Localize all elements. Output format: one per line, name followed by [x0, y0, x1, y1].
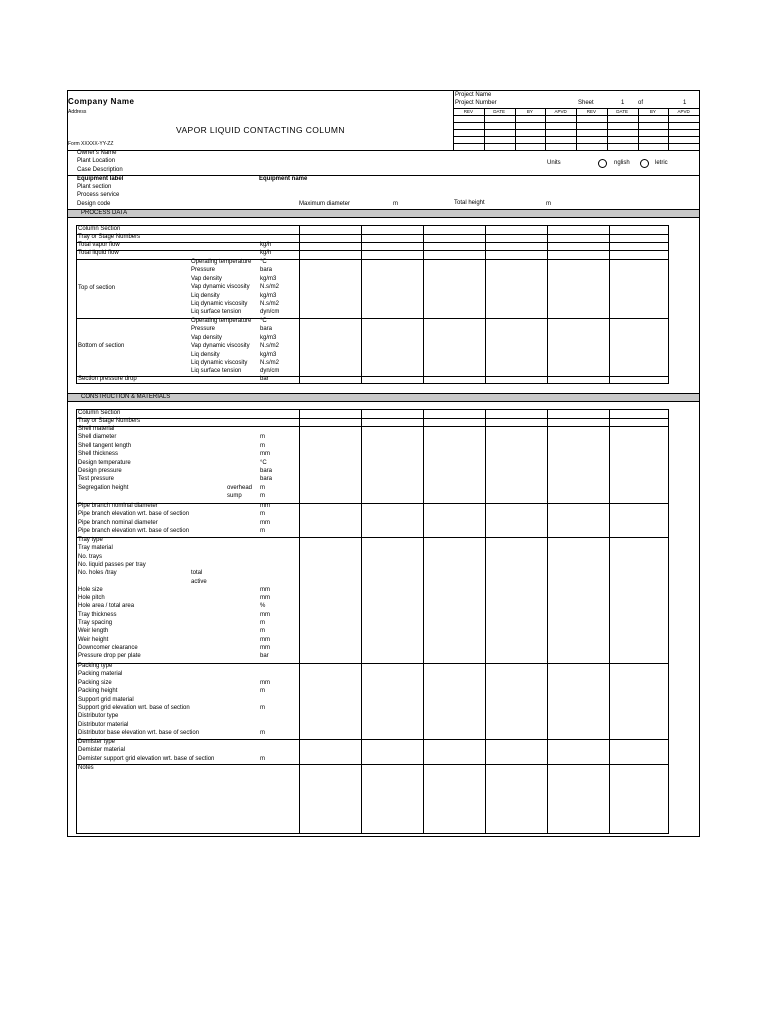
bottom-section-prop-label: Pressure [191, 326, 216, 333]
rev-col-header: REV [463, 109, 473, 114]
bottom-section-prop-unit: bara [260, 326, 273, 333]
shell-row-sublabel: sump [227, 493, 242, 500]
units-english-radio[interactable] [598, 159, 607, 168]
tray-row-unit: mm [260, 636, 270, 643]
shell-row-unit: m [260, 493, 265, 500]
packing-row-unit: m [260, 705, 265, 711]
shell-row-label: Shell material [78, 426, 115, 432]
packing-row-label: Support grid elevation wrt. base of section [78, 705, 190, 711]
tray-row-unit: % [260, 603, 266, 610]
rev-col-header: REV [586, 109, 596, 114]
shell-row-label: Test pressure [78, 476, 115, 483]
packing-row-unit: m [260, 730, 265, 737]
case-description-label: Case Description [77, 167, 123, 173]
packing-row-label: Packing size [78, 679, 112, 686]
column-section-label: Column Section [78, 226, 121, 232]
tray-row-label: Tray thickness [78, 611, 117, 618]
tray-row-sublabel: active [191, 578, 207, 585]
demister-row-unit: m [260, 755, 265, 762]
packing-row-label: Packing height [78, 688, 118, 695]
packing-row-label: Distributor type [78, 713, 119, 720]
sheet-label: Sheet [578, 100, 594, 106]
construction-title: CONSTRUCTION & MATERIALS [81, 394, 171, 400]
tray-row-label: Downcomer clearance [78, 644, 138, 651]
sheet-title: VAPOR LIQUID CONTACTING COLUMN [176, 125, 345, 135]
packing-row-label: Distributor material [78, 721, 129, 728]
top-section-prop-unit: N.s/m2 [260, 284, 280, 291]
bottom-section-prop-unit: N.s/m2 [260, 343, 280, 350]
packing-row-label: Packing type [78, 663, 113, 669]
project-name-label: Project Name [455, 92, 492, 98]
units-label: Units [547, 160, 561, 166]
tray-row-label: Hole pitch [78, 595, 105, 602]
construction-tray-numbers-label: Tray or Stage Numbers [78, 418, 141, 424]
shell-row-unit: mm [260, 451, 270, 458]
process-data-title: PROCESS DATA [81, 210, 128, 216]
top-section-prop-label: Liq surface tension [191, 309, 242, 316]
shell-row-label: Segregation height [78, 484, 129, 491]
tray-row-label: Tray material [78, 545, 113, 552]
tray-row-label: Tray type [78, 537, 103, 543]
bottom-section-prop-unit: kg/m3 [260, 334, 277, 341]
top-section-prop-label: Pressure [191, 267, 216, 274]
packing-row-label: Distributor base elevation wrt. base of section [78, 730, 200, 737]
max-diameter-label: Maximum diameter [299, 201, 351, 207]
pipe-row-unit: mm [260, 503, 270, 509]
top-section-prop-label: Vap density [191, 275, 222, 282]
tray-row-label: No. holes /tray [78, 570, 117, 577]
tray-row-unit: mm [260, 595, 270, 602]
vapor-flow-label: Total vapor flow [78, 242, 120, 248]
process-data-table [76, 225, 669, 384]
tray-row-label: No. trays [78, 553, 103, 560]
shell-row-label: Shell thickness [78, 451, 119, 458]
rev-col-header: DATE [493, 109, 505, 114]
datasheet [67, 90, 700, 837]
top-section-prop-unit: dyn/cm [260, 309, 280, 316]
pipe-row-unit: m [260, 527, 265, 534]
company-name: Company Name [68, 97, 135, 106]
top-section-prop-unit: bara [260, 267, 273, 274]
packing-row-unit: mm [260, 679, 270, 686]
design-code-label: Design code [77, 201, 111, 207]
demister-row-label: Demister support grid elevation wrt. base of section [78, 755, 215, 762]
shell-row-label: Shell diameter [78, 434, 117, 441]
demister-row-label: Demister type [78, 739, 116, 745]
shell-row-unit: m [260, 434, 265, 441]
top-section-prop-label: Operating temperature [191, 259, 252, 265]
bottom-section-prop-label: Liq density [191, 351, 220, 358]
header-bottom-line [68, 150, 699, 151]
top-section-prop-label: Liq density [191, 292, 220, 299]
shell-row-sublabel: overhead [227, 484, 253, 491]
construction-column-section-label: Column Section [78, 410, 121, 416]
pipe-row-label: Pipe branch elevation wrt. base of section [78, 511, 190, 518]
top-section-prop-unit: °C [260, 259, 267, 265]
tray-row-unit: mm [260, 611, 270, 618]
packing-row-label: Packing material [78, 671, 123, 678]
company-address: Address [68, 109, 87, 115]
top-section-prop-unit: kg/m3 [260, 292, 277, 299]
tray-row-unit: m [260, 620, 265, 626]
tray-row-unit: bar [260, 653, 269, 660]
equipment-label-label: Equipment label [77, 176, 124, 182]
plant-location-label: Plant Location [77, 158, 116, 164]
shell-row-unit: m [260, 484, 265, 491]
units-english-label: nglish [614, 160, 630, 166]
top-section-label: Top of section [78, 285, 116, 291]
tray-row-label: Hole size [78, 586, 103, 593]
process-data-band [68, 209, 699, 218]
top-section-prop-unit: kg/m3 [260, 275, 277, 282]
bottom-section-prop-label: Vap dynamic viscosity [191, 343, 250, 350]
rev-col-header: DATE [616, 109, 628, 114]
liquid-flow-label: Total liquid flow [78, 250, 119, 256]
project-number-label: Project Number [455, 100, 497, 106]
tray-row-label: Weir length [78, 628, 109, 635]
shell-row-unit: bara [260, 476, 273, 483]
sheet-number: 1 [621, 100, 625, 106]
tray-row-unit: mm [260, 586, 270, 593]
pressure-drop-unit: bar [260, 376, 269, 382]
equipment-name-label: Equipment name [259, 176, 308, 182]
bottom-section-prop-label: Vap density [191, 334, 222, 341]
tray-row-unit: m [260, 628, 265, 635]
sheet-of-label: of [638, 100, 644, 106]
tray-row-sublabel: total [191, 570, 203, 577]
owners-name-label: Owner's Name [77, 150, 117, 156]
max-diameter-unit: m [393, 201, 398, 207]
pipe-row-unit: m [260, 511, 265, 518]
rev-col-header: BY [649, 109, 656, 114]
total-height-unit: m [546, 201, 551, 207]
shell-row-label: Design temperature [78, 459, 131, 466]
bottom-section-prop-label: Operating temperature [191, 318, 252, 324]
total-height-label: Total height [454, 200, 485, 206]
bottom-section-prop-unit: kg/m3 [260, 351, 277, 358]
units-metric-radio[interactable] [640, 159, 649, 168]
pipe-row-label: Pipe branch nominal diameter [78, 503, 158, 509]
top-section-prop-unit: N.s/m2 [260, 301, 280, 307]
pressure-drop-label: Section pressure drop [78, 376, 137, 382]
packing-row-unit: m [260, 688, 265, 695]
rev-col-header: APVD [554, 109, 567, 114]
vapor-flow-unit: kg/h [260, 242, 272, 248]
bottom-section-prop-label: Liq dynamic viscosity [191, 360, 248, 366]
tray-row-label: Tray spacing [78, 620, 113, 626]
tray-row-label: No. liquid passes per tray [78, 561, 146, 568]
tray-row-label: Pressure drop per plate [78, 653, 141, 660]
shell-row-label: Design pressure [78, 468, 122, 474]
bottom-section-prop-unit: dyn/cm [260, 368, 280, 375]
top-section-prop-label: Liq dynamic viscosity [191, 301, 248, 307]
tray-row-label: Weir height [78, 636, 109, 643]
shell-row-unit: bara [260, 468, 273, 474]
bottom-section-prop-unit: N.s/m2 [260, 360, 280, 366]
units-metric-label: letric [655, 160, 668, 166]
tray-row-label: Hole area / total area [78, 603, 135, 610]
shell-row-unit: °C [260, 459, 267, 466]
bottom-section-prop-label: Liq surface tension [191, 368, 242, 375]
pipe-row-label: Pipe branch elevation wrt. base of section [78, 527, 190, 534]
construction-table [76, 409, 669, 834]
notes-label: Notes [78, 765, 94, 771]
tray-numbers-label: Tray or Stage Numbers [78, 234, 141, 240]
pipe-row-unit: mm [260, 519, 270, 526]
form-number: Form XXXXX-YY-ZZ [68, 141, 114, 147]
construction-band [68, 393, 699, 402]
bottom-section-label: Bottom of section [78, 343, 125, 349]
packing-row-label: Support grid material [78, 696, 134, 703]
pipe-row-label: Pipe branch nominal diameter [78, 519, 158, 526]
project-box-divider [453, 91, 454, 151]
rev-col-header: BY [526, 109, 533, 114]
shell-row-unit: m [260, 442, 265, 449]
rev-col-header: APVD [677, 109, 690, 114]
top-section-prop-label: Vap dynamic viscosity [191, 284, 250, 291]
liquid-flow-unit: kg/h [260, 250, 272, 256]
process-service-label: Process service [77, 192, 120, 198]
demister-row-label: Demister material [78, 747, 126, 754]
sheet-total: 1 [683, 100, 687, 106]
tray-row-unit: mm [260, 644, 270, 651]
plant-section-label: Plant section [77, 184, 112, 190]
shell-row-label: Shell tangent length [78, 442, 132, 449]
bottom-section-prop-unit: °C [260, 318, 267, 324]
